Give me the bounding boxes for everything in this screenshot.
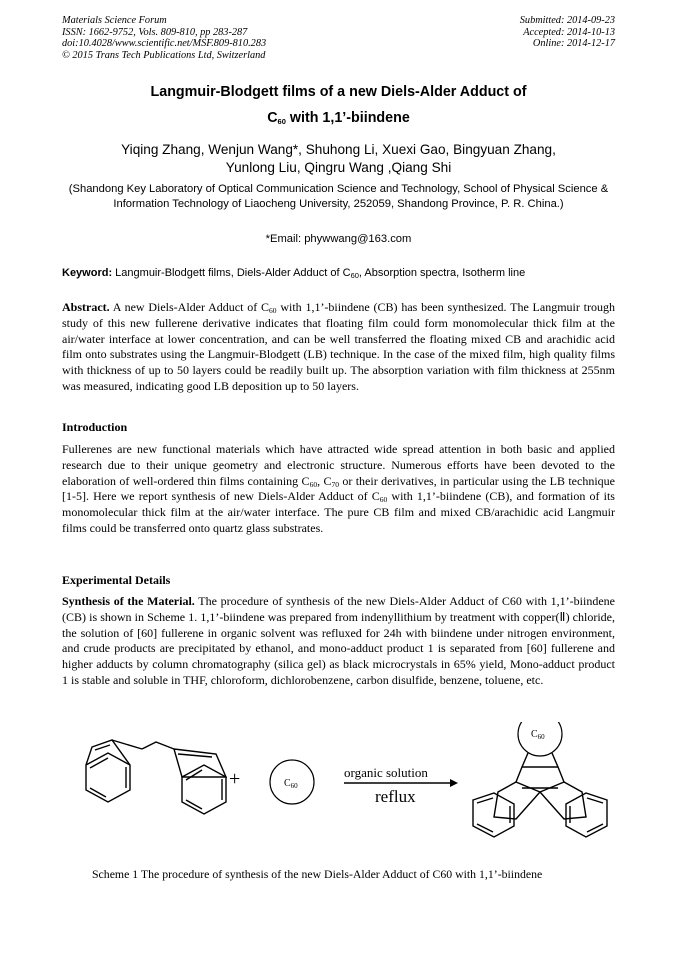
c60-reactant	[270, 760, 314, 804]
arrow-head	[450, 779, 458, 787]
synthesis-text: The procedure of synthesis of the new Diels-Alder Adduct of C60 with 1,1’-biindene (CB) is shown in Scheme 1. 1,1’-biindene was prepared from indenyllithium by treatment with copper(Ⅱ) chloride, the solution of [60] fullerene in organic solvent was refluxed for 24h with biindene under nitrogen environment, and crude products are precipitated by ethanol, and mono-adduct product 1 is separated from [60] fullerene and higher adducts by column chromatography (silica gel) as black microcrystals in 65% yield, Mono-adduct product 1 is stable and soluble in THF, chloroform, dichlorobenzene, carbon disulfide, benzene, toluene, etc.	[62, 594, 615, 687]
intro-text-4: with 1,1’-biindene (CB), and formation of its monomolecular thick film at the air/water interface. The pure CB film and mixed CB/arachidic acid Langmuir films could be transferred onto quartz glass substrates.	[62, 489, 615, 535]
contact-email: *Email: phywwang@163.com	[265, 233, 412, 245]
doi-line: doi:10.4028/www.scientific.net/MSF.809-810.283	[62, 38, 267, 50]
online-date: Online: 2014-12-17	[532, 38, 615, 50]
double-bond	[477, 798, 493, 803]
author-list	[62, 141, 615, 177]
synthesis-paragraph	[62, 594, 615, 689]
intro-sub-60: 60	[309, 479, 318, 489]
bond	[552, 753, 558, 767]
copyright-line: © 2015 Trans Tech Publications Ltd, Switzerland	[62, 49, 266, 61]
condition-top: organic solution	[344, 765, 428, 780]
paper-title	[62, 79, 615, 131]
scheme-caption: Scheme 1 The procedure of synthesis of the new Diels-Alder Adduct of C60 with 1,1’-biindene	[92, 867, 543, 881]
biindene-structure	[86, 740, 226, 814]
intro-text-1: Fullerenes are new functional materials which have attracted wide spread attention in both basic and applied research due to their unique geometry and electronic structure. Numerous efforts have been devoted to the elaboration of well-ordered thin films containing C	[62, 442, 615, 488]
five-ring-right	[142, 742, 226, 777]
link-bond	[112, 740, 142, 749]
c60-label: $C_{60}$	[284, 778, 298, 790]
intro-sub-60b: 60	[379, 495, 388, 505]
double-bond	[186, 770, 202, 780]
keyword-label: Keyword:	[62, 267, 113, 279]
keyword-text-end: , Absorption spectra, Isotherm line	[358, 267, 526, 279]
keyword-sub: 60	[350, 271, 359, 280]
double-bond	[477, 824, 493, 832]
experimental-heading: Experimental Details	[62, 573, 171, 587]
abstract-text-1: A new Diels-Alder Adduct of C	[109, 300, 270, 314]
bond	[522, 753, 528, 767]
condition-bottom: reflux	[375, 787, 416, 806]
authors-line-2: Yunlong Liu, Qingru Wang ,Qiang Shi	[225, 160, 452, 175]
abstract-text-2: with 1,1’-biindene (CB) has been synthesized. The Langmuir trough study of this new fullerene derivative indicates that floating film could form monomolecular thick film at the air/water interface at lower concentration, and can be well transferred the floating mixed CB and arachidic acid film onto substrates using the Langmuir-Blodgett (LB) technique. In the case of the mixed film, high quality films with thickness of up to 50 layers could be readily built up. The absorption variation with film thickness at 255nm was measured, indicating good LB deposition up to 50 layers.	[62, 300, 615, 393]
title-sub-60: 60	[277, 117, 286, 126]
abstract-sub: 60	[269, 306, 277, 315]
issn-line: ISSN: 1662-9752, Vols. 809-810, pp 283-287	[62, 26, 248, 38]
affiliation: (Shandong Key Laboratory of Optical Communication Science and Technology, School of Physical Science & Information Technology of Liaocheng University, 252059, Shandong Province, P. R. China.)	[68, 183, 609, 210]
left-benzene	[473, 793, 514, 837]
double-bond	[178, 754, 212, 757]
accepted-date: Accepted: 2014-10-13	[523, 26, 615, 38]
intro-text-3: or their derivatives, in particular using the LB technique [1-5]. Here we report synthesis of new Diels-Alder Adduct of C	[62, 473, 615, 504]
reaction-scheme	[62, 722, 622, 857]
journal-name: Materials Science Forum	[62, 15, 167, 26]
benzene-ring-right	[182, 765, 226, 814]
authors-line-1: Yiqing Zhang, Wenjun Wang*, Shuhong Li, Xuexi Gao, Bingyuan Zhang,	[121, 142, 556, 157]
intro-sub-70: 70	[331, 479, 339, 489]
title-rest: with 1,1’-biindene	[285, 110, 410, 126]
synthesis-label: Synthesis of the Material.	[62, 594, 195, 608]
title-line-2	[62, 105, 615, 131]
title-c: C	[267, 110, 278, 126]
double-bond	[90, 758, 108, 768]
keywords	[62, 267, 615, 279]
introduction-heading: Introduction	[62, 420, 128, 434]
double-bond	[90, 788, 106, 797]
abstract-paragraph	[62, 300, 615, 395]
submitted-date: Submitted: 2014-09-23	[519, 15, 615, 26]
adduct-c60-label: $C_{60}$	[531, 729, 545, 741]
introduction-paragraph	[62, 442, 615, 537]
title-line-1: Langmuir-Blodgett films of a new Diels-Alder Adduct of	[150, 84, 527, 100]
abstract-label: Abstract.	[62, 300, 110, 314]
double-bond	[587, 824, 603, 832]
right-benzene	[566, 793, 607, 837]
double-bond	[587, 798, 603, 803]
plus-sign: +	[229, 768, 241, 790]
journal-header	[62, 15, 266, 61]
benzene-ring-left	[86, 753, 130, 802]
double-bond	[186, 800, 202, 809]
dates-header	[520, 15, 615, 50]
intro-text-2: , C	[317, 473, 332, 488]
keyword-text: Langmuir-Blodgett films, Diels-Alder Adduct of C	[112, 267, 351, 279]
